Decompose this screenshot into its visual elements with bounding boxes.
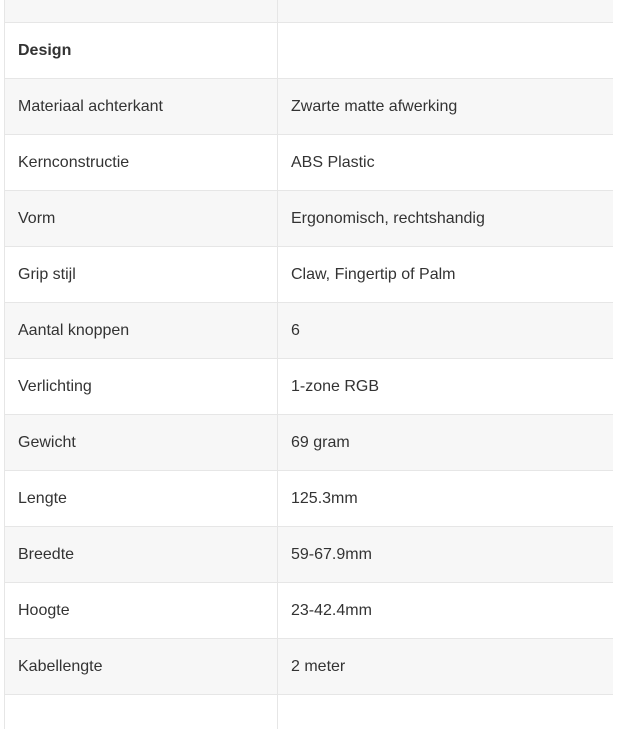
table-row xyxy=(5,303,614,359)
spec-table xyxy=(4,0,613,729)
spec-value: 23-42.4mm xyxy=(278,583,614,639)
spec-value: 6 xyxy=(278,303,614,359)
spec-value: 1-zone RGB xyxy=(278,359,614,415)
table-row xyxy=(5,415,614,471)
spec-label: Grip stijl xyxy=(5,247,278,303)
table-row xyxy=(5,79,614,135)
spec-table-container xyxy=(4,0,613,729)
section-title: Design xyxy=(5,23,278,79)
table-row xyxy=(5,359,614,415)
spec-label: Gewicht xyxy=(5,415,278,471)
table-row xyxy=(5,135,614,191)
spec-value: 69 gram xyxy=(278,415,614,471)
table-row xyxy=(5,583,614,639)
spec-label: Kabellengte xyxy=(5,639,278,695)
spec-value: 125.3mm xyxy=(278,471,614,527)
table-cell-empty xyxy=(278,23,614,79)
table-row xyxy=(5,639,614,695)
spec-value: 2 meter xyxy=(278,639,614,695)
spec-label: Aantal knoppen xyxy=(5,303,278,359)
spec-value: Claw, Fingertip of Palm xyxy=(278,247,614,303)
table-row-partial-top xyxy=(5,0,614,23)
table-cell-empty xyxy=(5,0,278,23)
spec-value: Zwarte matte afwerking xyxy=(278,79,614,135)
spec-label: Vorm xyxy=(5,191,278,247)
spec-label: Hoogte xyxy=(5,583,278,639)
section-header-row xyxy=(5,23,614,79)
spec-label: Lengte xyxy=(5,471,278,527)
spec-value: 59-67.9mm xyxy=(278,527,614,583)
spec-label: Breedte xyxy=(5,527,278,583)
table-cell-empty xyxy=(278,695,614,729)
spec-value: Ergonomisch, rechtshandig xyxy=(278,191,614,247)
table-cell-empty xyxy=(5,695,278,729)
spec-label: Verlichting xyxy=(5,359,278,415)
spec-value: ABS Plastic xyxy=(278,135,614,191)
table-row xyxy=(5,247,614,303)
table-row xyxy=(5,191,614,247)
table-row xyxy=(5,527,614,583)
table-row-partial-bottom xyxy=(5,695,614,729)
spec-label: Materiaal achterkant xyxy=(5,79,278,135)
spec-label: Kernconstructie xyxy=(5,135,278,191)
table-row xyxy=(5,471,614,527)
table-cell-empty xyxy=(278,0,614,23)
